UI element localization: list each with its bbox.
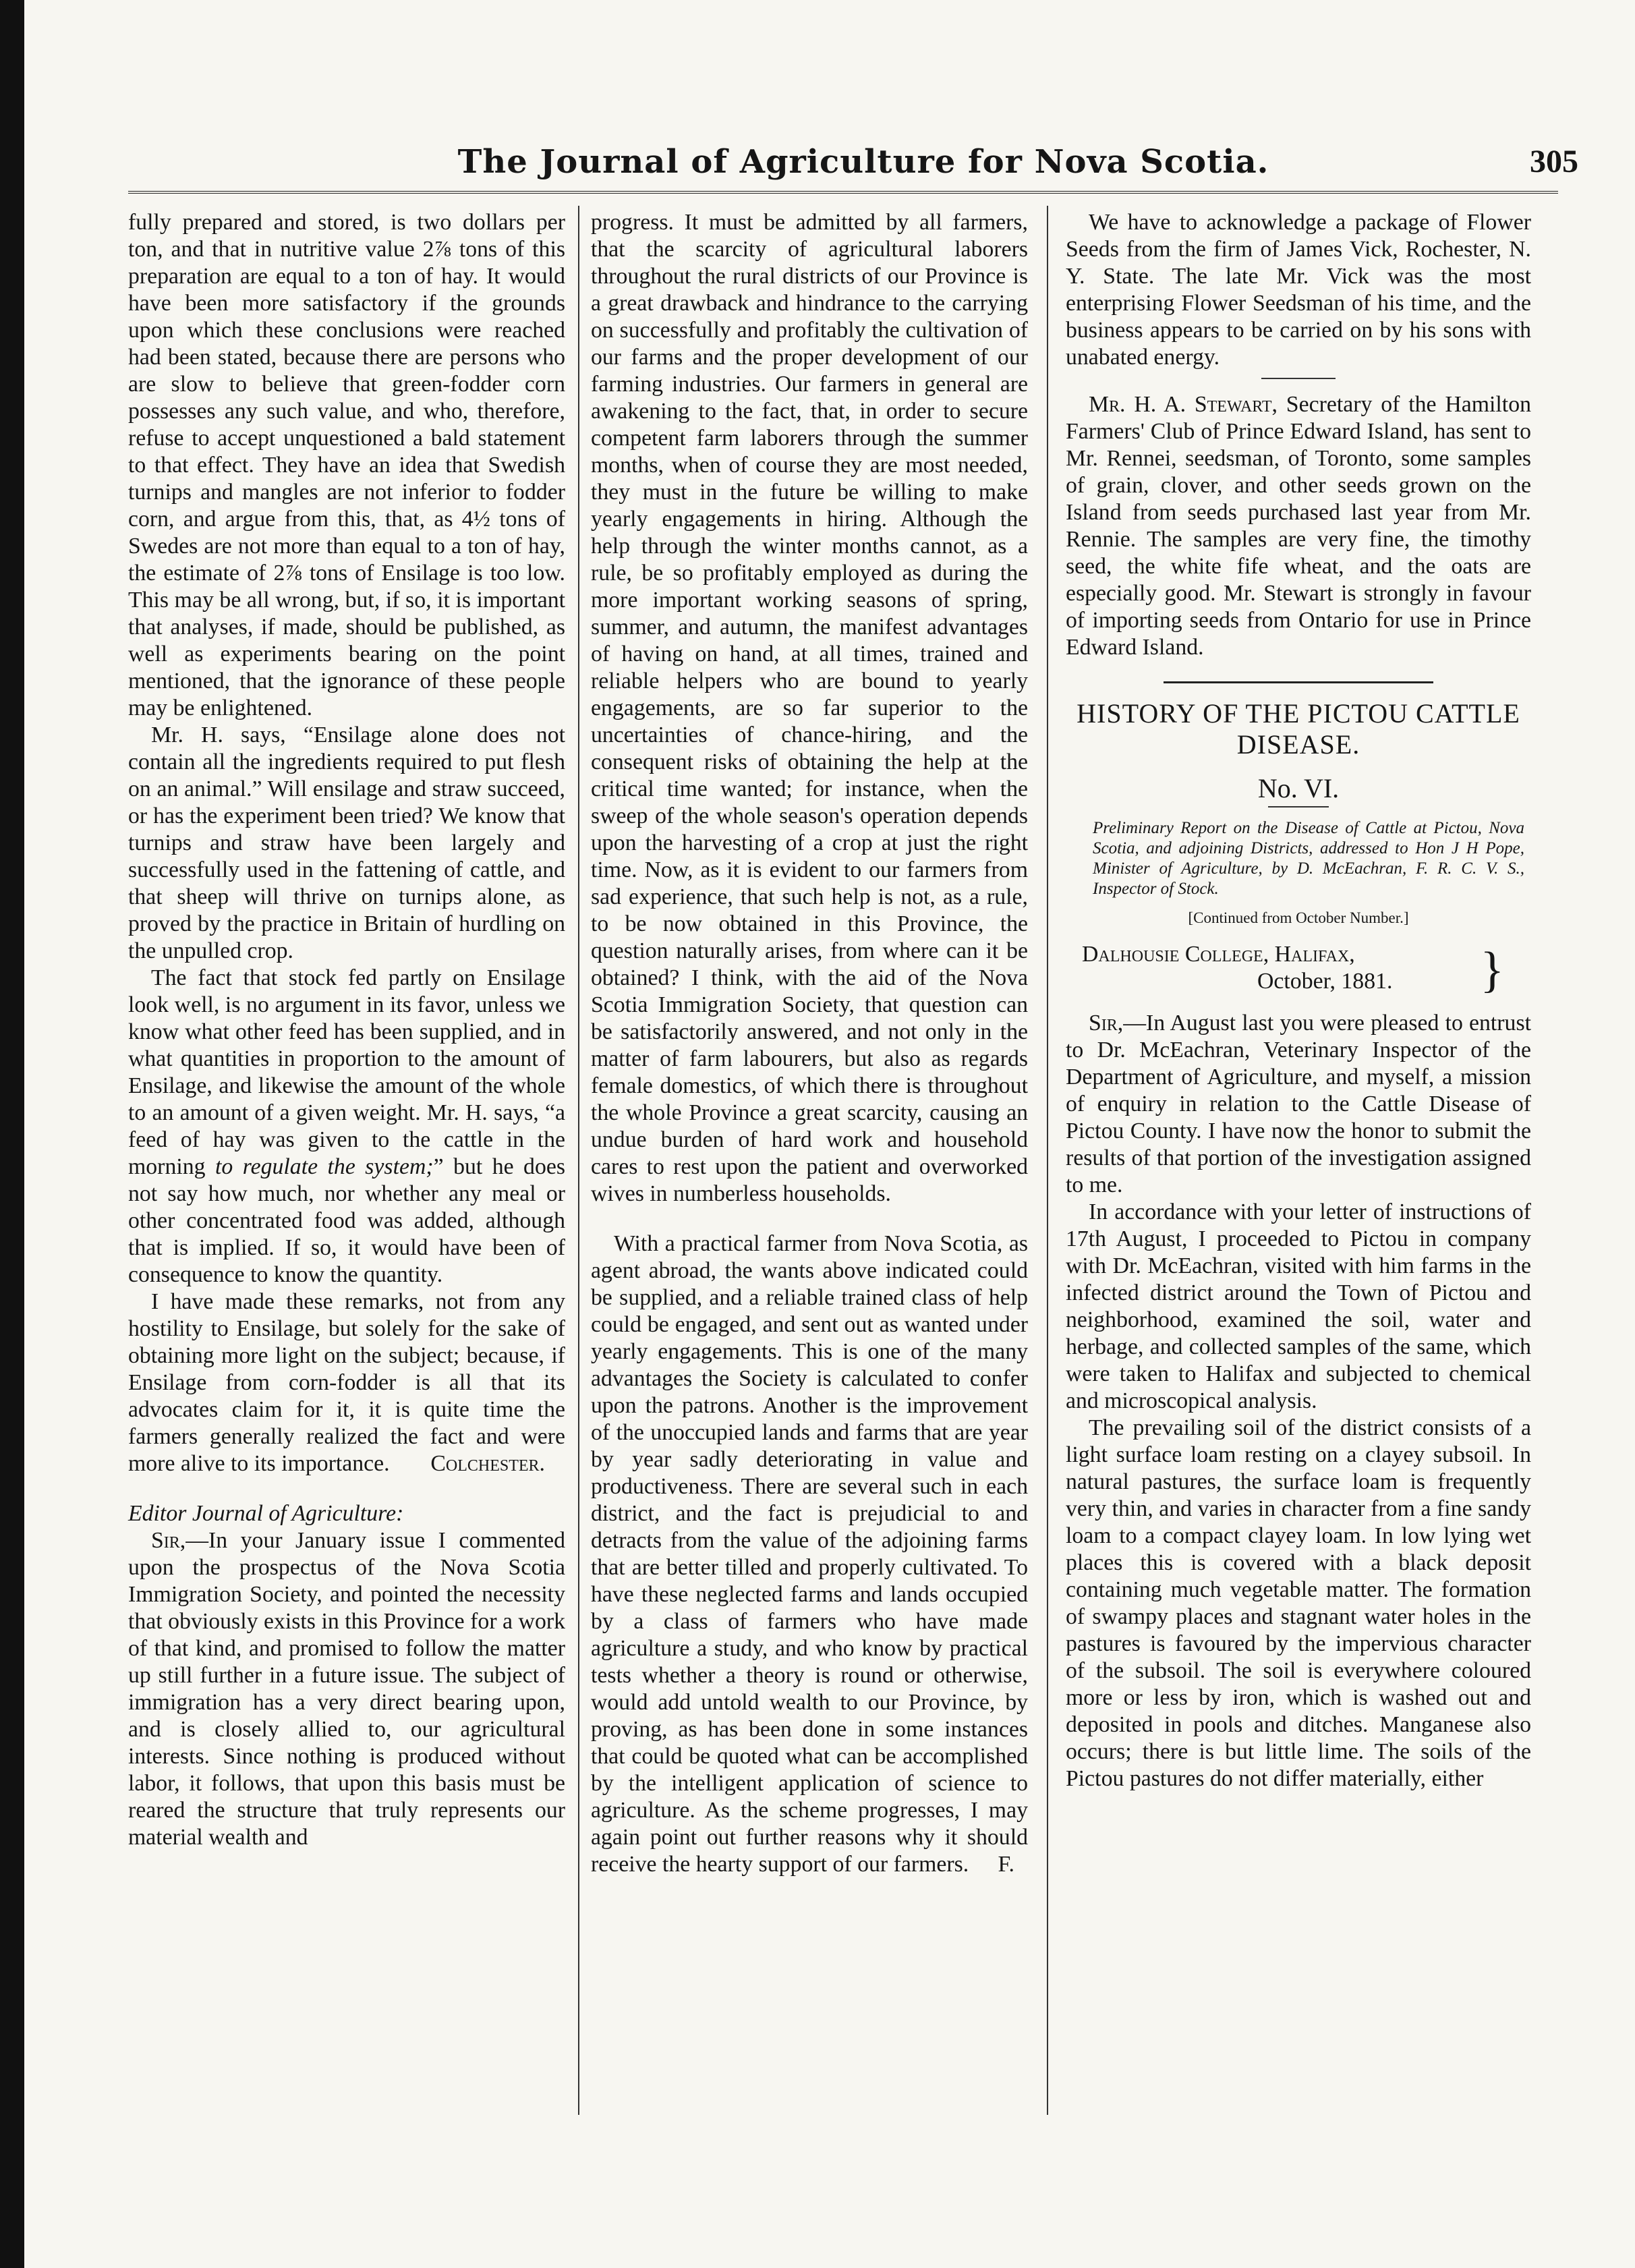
- paragraph: Mr. H. says, “Ensilage alone does not contain all the ingredients required to put flesh on an animal.” Will ensilage and straw succeed, or has the experiment been tried? We know that turnips and straw have been largely and successfully used in the fattening of cattle, and that sheep will thrive on turnips alone, as proved by the practice in Britain of hurdling on the unpulled crop.: [128, 722, 565, 963]
- paragraph: The prevailing soil of the district consists of a light surface loam resting on a clayey subsoil. In natural pastures, the surface loam is frequently very thin, and varies in character from a fine sandy loam to a compact clayey loam. In low lying wet places this is covered with a black deposit containing much vegetable matter. The formation of swampy places and stagnant water holes in the pastures is favoured by the impervious character of the subsoil. The soil is everywhere coloured more or less by iron, which is washed out and deposited in pools and ditches. Manganese also occurs; there is but little lime. The soils of the Pictou pastures do not differ materially, either: [1066, 1415, 1531, 1791]
- column-divider-1: [578, 206, 579, 2115]
- spacer: [591, 1208, 1028, 1230]
- paragraph: [1066, 391, 1531, 661]
- column-3: [1066, 209, 1531, 1792]
- paragraph: In accordance with your letter of instructions of 17th August, I proceeded to Pictou in company with Dr. McEachran, visited with him farms in the infected district around the Town of Pictou and neighborhood, examined the soil, water and herbage, and collected samples of the same, which were taken to Halifax and subjected to chemical and microscopical analysis.: [1066, 1199, 1531, 1413]
- editor-heading: Editor Journal of Agriculture:: [128, 1501, 404, 1526]
- page-number: 305: [1530, 144, 1578, 179]
- text-span: —In August last you were pleased to entrust to Dr. McEachran, Veterinary Inspector of the Department of Agriculture, and myself, a mission of enquiry in relation to the Cattle Disease of Pictou County. I have now the honor to submit the results of that portion of the investigation assigned to me.: [1066, 1011, 1531, 1197]
- column-1: [128, 209, 565, 1851]
- page-header: [108, 143, 1619, 183]
- continued-note: [Continued from October Number.]: [1188, 909, 1409, 926]
- text-span: Secretary of the Hamilton Farmers' Club of Prince Edward Island, has sent to Mr. Rennei, seedsman, of Toronto, some samples of grain, clover, and other seeds grown on the Island from seeds purchased last year from Mr. Rennie. The samples are very fine, the timothy seed, the white fife wheat, and the oats are especially good. Mr. Stewart is strongly in favour of importing seeds from Ontario for use in Prince Edward Island.: [1066, 392, 1531, 660]
- article-title: HISTORY OF THE PICTOU CATTLE DISEASE.: [1077, 698, 1520, 760]
- article-number: No. VI.: [1257, 773, 1340, 803]
- person-name: Mr. H. A. Stewart,: [1089, 392, 1278, 417]
- separator-rule: [1261, 378, 1336, 379]
- italic-phrase: to regulate the system;: [214, 1154, 434, 1179]
- paragraph: We have to acknowledge a package of Flower Seeds from the firm of James Vick, Rochester, N. Y. State. The late Mr. Vick was the most enterprising Flower Seedsman of his time, and the business appears to be carried on by his sons with unabated energy.: [1066, 210, 1531, 370]
- paragraph: [128, 1288, 565, 1477]
- paragraph: [128, 1527, 565, 1851]
- salutation: Sir,: [151, 1528, 186, 1553]
- paragraph: [128, 965, 565, 1288]
- separator-rule: [1268, 806, 1329, 807]
- paragraph: fully prepared and stored, is two dollars per ton, and that in nutritive value 2⅞ tons of this preparation are equal to a ton of hay. It would have been more satisfactory if the grounds upon which these conclusions were reached had been stated, because there are persons who are slow to believe that green-fodder corn possesses any such value, and who, therefore, refuse to accept unquestioned a bald statement to that effect. They have an idea that Swedish turnips and mangles are not inferior to fodder corn, and argue from this, that, as 4½ tons of Swedes are not more than equal to a ton of hay, the estimate of 2⅞ tons of Ensilage is too low. This may be all wrong, but, if so, it is important that analyses, if made, should be published, as well as experiments bearing on the point mentioned, that the ignorance of these people may be enlightened.: [128, 210, 565, 720]
- paragraph: [1066, 1010, 1531, 1199]
- dateline-place: Dalhousie College, Halifax,: [1082, 942, 1355, 967]
- salutation: Sir,: [1089, 1011, 1124, 1036]
- journal-title: The Journal of Agriculture for Nova Scotia.: [457, 143, 1269, 181]
- text-span: ” but he does not say how much, nor whether any meal or other concentrated food was added, although that is implied. If so, it would have been of consequence to know the quantity.: [128, 1154, 565, 1287]
- text-span: —In your January issue I commented upon the prospectus of the Nova Scotia Immigration Society, and pointed the necessity that obviously exists in this Province for a work of that kind, and promised to follow the matter up still further in a future issue. The subject of immigration has a very direct bearing upon, and is closely allied to, our agricultural interests. Since nothing is produced without labor, it follows, that upon this basis must be reared the structure that truly represents our material wealth and: [128, 1528, 565, 1850]
- text-span: I have made these remarks, not from any hostility to Ensilage, but solely for the sake of obtaining more light on the subject; because, if Ensilage from corn-fodder is all that its advocates claim for it, it is quite time the farmers generally realized the fact and were more alive to its importance.: [128, 1289, 565, 1476]
- section-rule: [1164, 681, 1433, 683]
- text-span: The fact that stock fed partly on Ensilage look well, is no argument in its favor, unless we know what other feed has been supplied, and in what quantities in proportion to the amount of Ensilage, and likewise the amount of the whole to an amount of a given weight. Mr. H. says, “a feed of hay was given to the cattle in the morning: [128, 965, 565, 1179]
- dateline: [1066, 941, 1531, 998]
- report-subtitle: Preliminary Report on the Disease of Cattle at Pictou, Nova Scotia, and adjoining Districts, addressed to Hon J H Pope, Minister of Agriculture, by D. McEachran, F. R. C. V. S., Inspector of Stock.: [1093, 819, 1524, 898]
- column-2: [591, 209, 1028, 1878]
- header-rule: [128, 191, 1558, 194]
- signature: Colchester.: [430, 1451, 545, 1476]
- book-binding-edge: [0, 0, 24, 2268]
- column-divider-2: [1047, 206, 1048, 2115]
- paragraph: [591, 1230, 1028, 1878]
- text-span: With a practical farmer from Nova Scotia, as agent abroad, the wants above indicated could be supplied, and a reliable trained class of help could be engaged, and sent out as wanted under yearly engagements. This is one of the many advantages the Society is calculated to confer upon the patrons. Another is the improvement of the unoccupied lands and farms that are year by year sadly deteriorating in value and productiveness. There are several such in each district, and the fact is prejudicial to and detracts from the value of the adjoining farms that are better tilled and properly cultivated. To have these neglected farms and lands occupied by a class of farmers who have made agriculture a study, and who know by practical tests whether a theory is round or otherwise, would add untold wealth to our Province, by proving, as has been done in some instances that could be quoted what can be accomplished by the intelligent application of science to agriculture. As the scheme progresses, I may again point out further reasons why it should receive the hearty support of our farmers.: [591, 1231, 1028, 1877]
- dateline-date: October, 1881.: [1257, 969, 1393, 994]
- brace-glyph: }: [1480, 942, 1504, 998]
- signature: F.: [998, 1852, 1014, 1877]
- paragraph: progress. It must be admitted by all farmers, that the scarcity of agricultural laborers throughout the rural districts of our Province is a great drawback and hindrance to the carrying on successfully and profitably the cultivation of our farms and the proper development of our farming industries. Our farmers in general are awakening to the fact, that, in order to secure competent farm laborers through the summer months, when of course they are most needed, they must in the future be willing to make yearly engagements in hiring. Although the help through the winter months cannot, as a rule, be so profitably employed as during the more important working seasons of spring, summer, and autumn, the manifest advantages of having on hand, at all times, trained and reliable helpers who are bound to yearly engagements, are so far superior to the uncertainties of chance-hiring, and the consequent risks of obtaining the help at the critical time wanted; for instance, when the sweep of the whole season's operation depends upon the harvesting of a crop at just the right time. Now, as it is evident to our farmers from sad experience, that such help is not, as a rule, to be now obtained in this Province, the question naturally arises, from where can it be obtained? I think, with the aid of the Nova Scotia Immigration Society, that question can be satisfactorily answered, and not only in the matter of farm labourers, but also as regards female domestics, of which there is throughout the whole Province a great scarcity, causing an undue burden of hard work and household cares to rest upon the patient and overworked wives in numberless households.: [591, 210, 1028, 1206]
